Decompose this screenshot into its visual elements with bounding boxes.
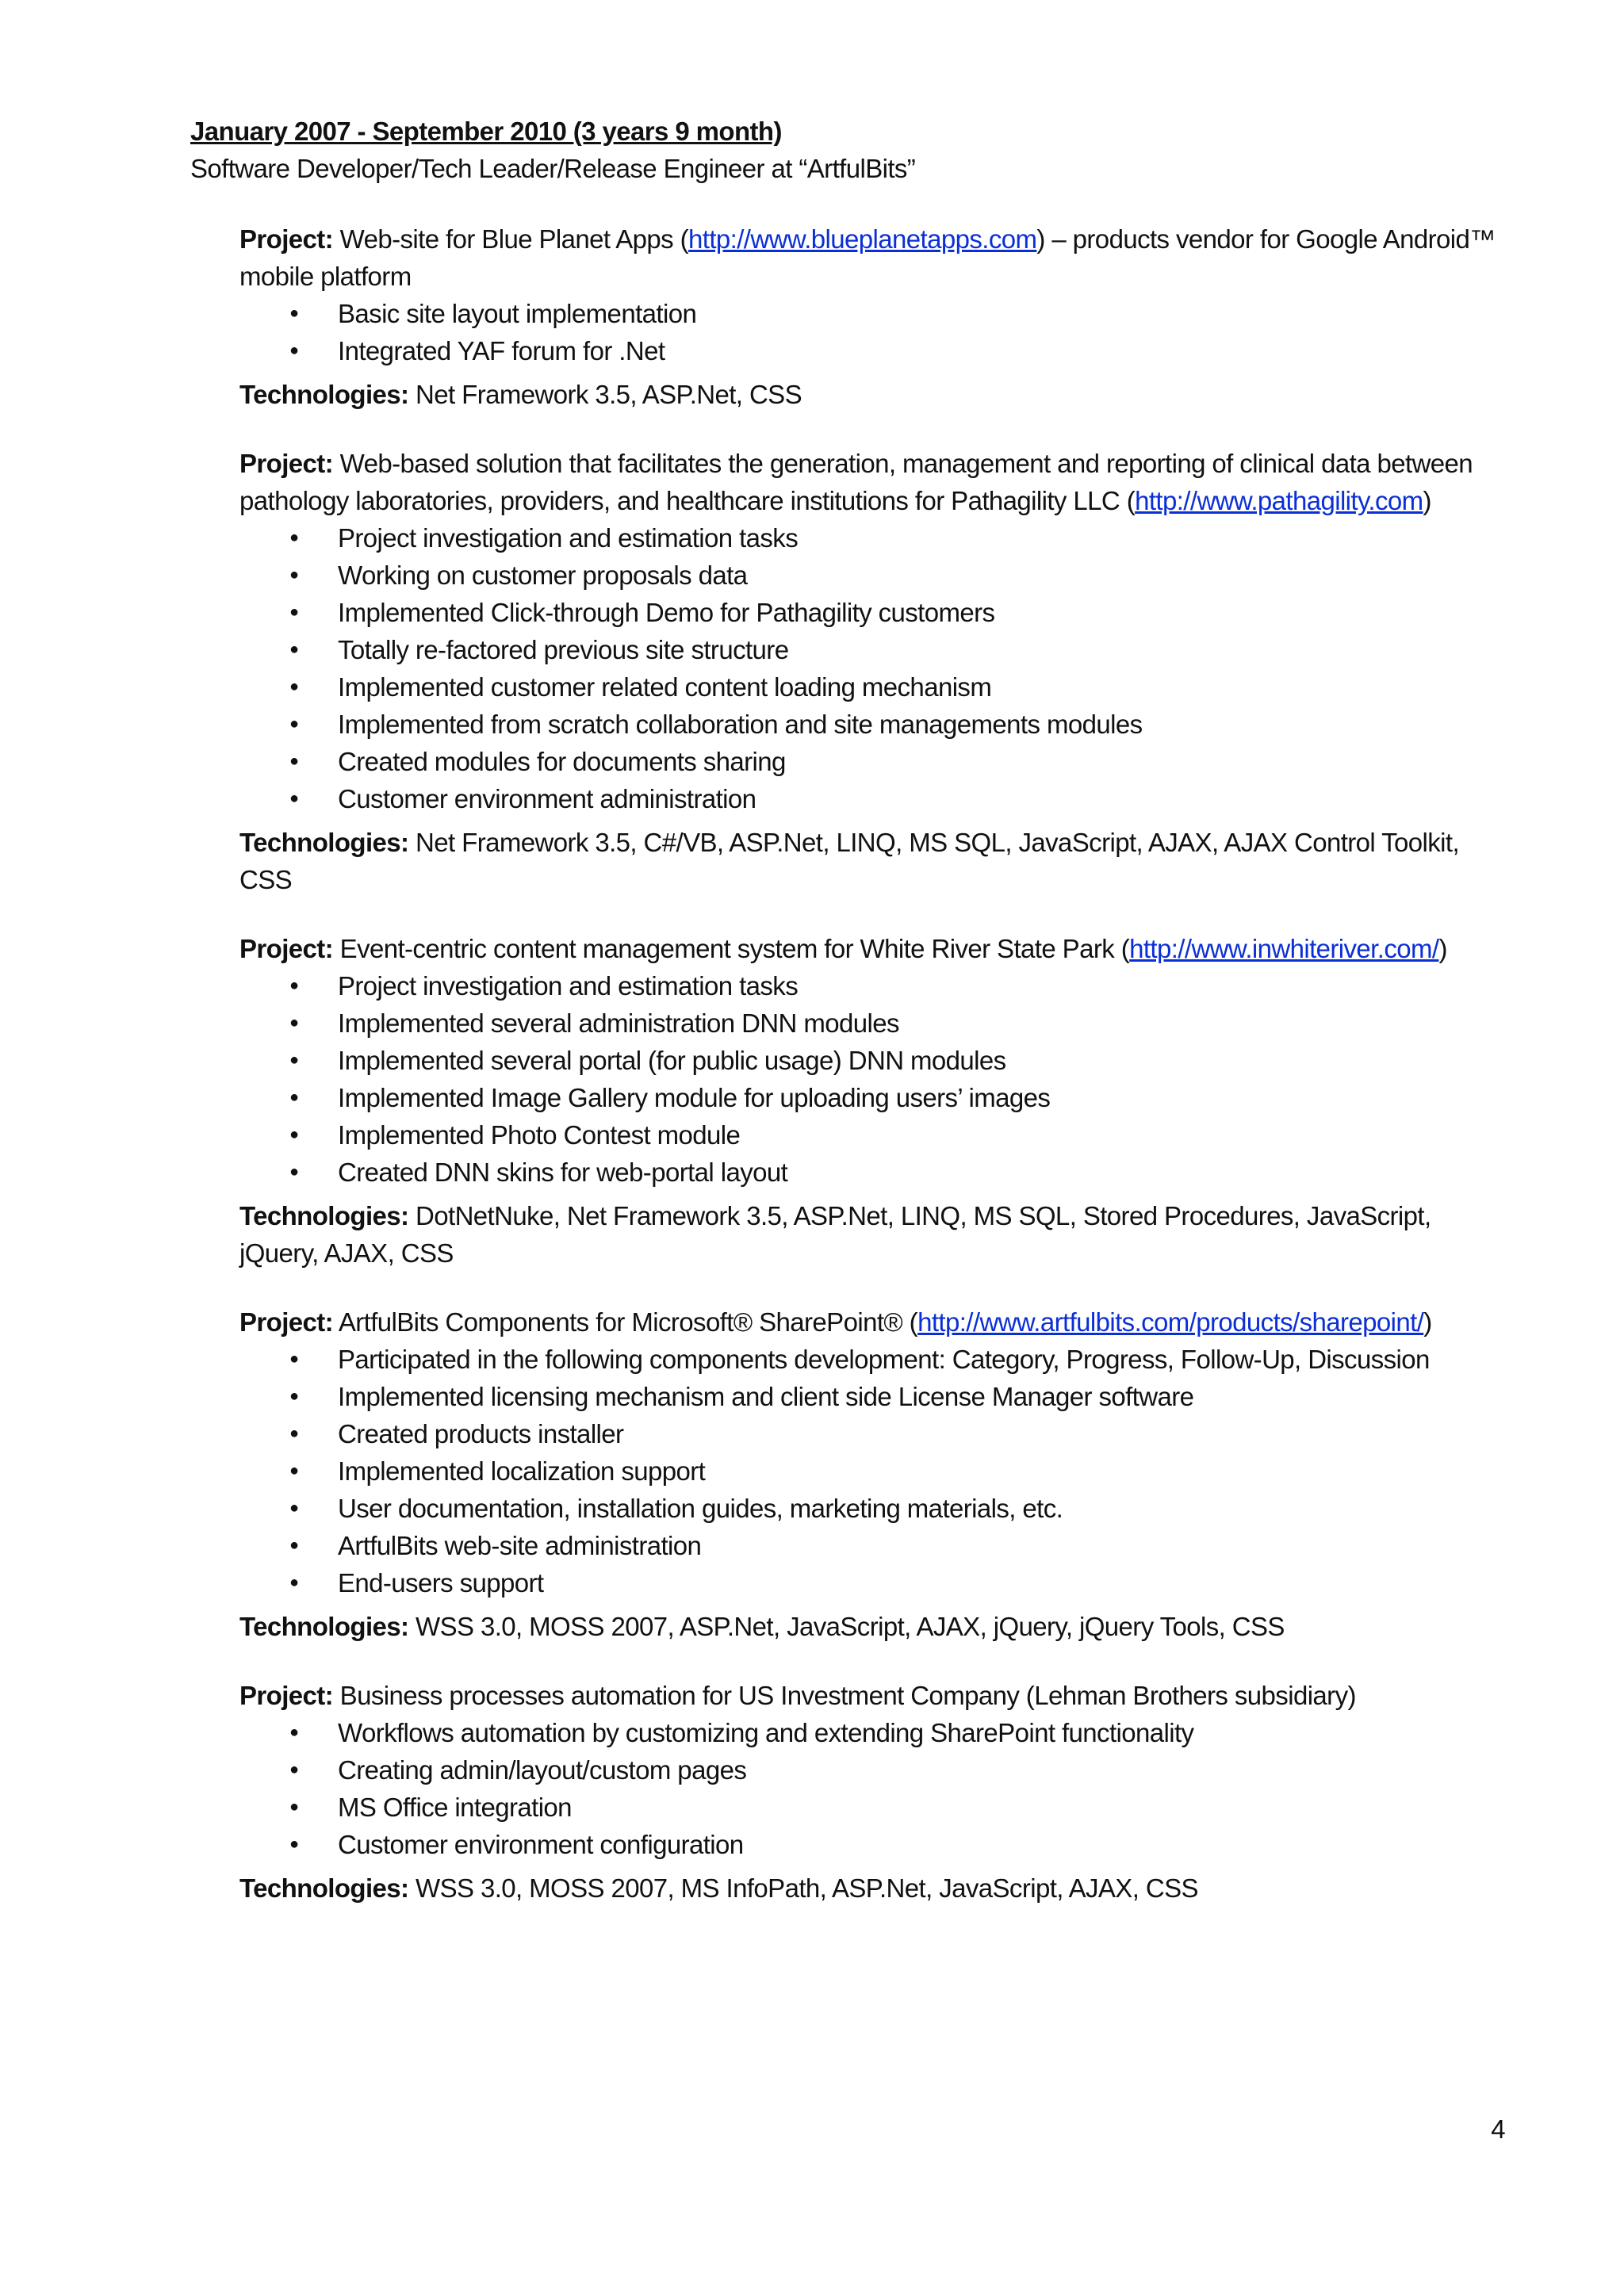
projects-list [190,220,1505,1907]
task-item: ● Project investigation and estimation tasks [338,967,1505,1004]
project-description [239,220,1505,295]
employment-period: January 2007 - September 2010 (3 years 9 month) [190,117,782,146]
project-description-text: ArtfulBits Components for Microsoft® SharePoint® ( [338,1307,918,1337]
task-item: ● Customer environment administration [338,780,1505,817]
project-description-tail: ) [1423,1307,1432,1337]
job-role: Software Developer/Tech Leader/Release Engineer at “ArtfulBits” [190,154,916,183]
task-item: ● Created DNN skins for web-portal layout [338,1154,1505,1191]
project-description-text: Web-based solution that facilitates the generation, management and reporting of clinical data between pathology laboratories, providers, and healthcare institutions for Pathagility LLC ( [239,449,1473,515]
page-number: 4 [1491,2114,1505,2144]
project-link[interactable]: http://www.inwhiteriver.com/ [1129,934,1439,963]
project-label: Project: [239,1681,334,1710]
project-block [239,930,1505,1272]
technologies-value: Net Framework 3.5, ASP.Net, CSS [416,380,802,409]
task-item: ● Implemented Photo Contest module [338,1116,1505,1154]
technologies-line [239,1869,1505,1907]
task-item: ● Creating admin/layout/custom pages [338,1751,1505,1789]
project-description-text: Business processes automation for US Investment Company (Lehman Brothers subsidiary) [339,1681,1356,1710]
project-description-tail: ) [1423,486,1431,515]
project-description-tail: ) [1438,934,1447,963]
technologies-line [239,824,1505,898]
project-description-tail: ) – products vendor for Google Android™ mobile platform [239,224,1496,291]
technologies-line [239,1608,1505,1645]
task-item: ● Implemented localization support [338,1452,1505,1490]
project-description-text: Event-centric content management system for White River State Park ( [339,934,1130,963]
task-item: ● Workflows automation by customizing and extending SharePoint functionality [338,1714,1505,1751]
task-item: ● Participated in the following components development: Category, Progress, Follow-Up, Discussion [338,1341,1505,1378]
task-item: ● MS Office integration [338,1789,1505,1826]
technologies-label: Technologies: [239,380,409,409]
project-block [239,1303,1505,1645]
task-item: ● Basic site layout implementation [338,295,1505,332]
project-label: Project: [239,449,334,478]
task-item: ● Customer environment configuration [338,1826,1505,1863]
technologies-label: Technologies: [239,1873,409,1903]
project-label: Project: [239,224,334,254]
project-link[interactable]: http://www.artfulbits.com/products/sharepoint/ [917,1307,1424,1337]
task-item: ● Implemented several administration DNN modules [338,1004,1505,1042]
project-description [239,1677,1505,1714]
task-item: ● Created modules for documents sharing [338,743,1505,780]
task-item: ● Implemented Image Gallery module for uploading users’ images [338,1079,1505,1116]
task-item: ● Implemented licensing mechanism and client side License Manager software [338,1378,1505,1415]
technologies-value: Net Framework 3.5, C#/VB, ASP.Net, LINQ, MS SQL, JavaScript, AJAX, AJAX Control Toolkit, CSS [239,828,1460,894]
technologies-label: Technologies: [239,1612,409,1641]
project-description [239,930,1505,967]
task-item: ● Created products installer [338,1415,1505,1452]
task-item: ● Totally re-factored previous site structure [338,631,1505,668]
task-list [239,967,1505,1191]
technologies-line [239,1197,1505,1272]
project-block [239,220,1505,413]
task-item: ● Working on customer proposals data [338,557,1505,594]
task-item: ● Implemented several portal (for public usage) DNN modules [338,1042,1505,1079]
task-list [239,519,1505,817]
task-item: ● Implemented customer related content loading mechanism [338,668,1505,706]
project-label: Project: [239,1307,334,1337]
technologies-label: Technologies: [239,828,409,857]
task-list [239,1714,1505,1863]
task-item: ● Integrated YAF forum for .Net [338,332,1505,369]
task-list [239,1341,1505,1601]
task-item: ● Project investigation and estimation tasks [338,519,1505,557]
technologies-line [239,376,1505,413]
technologies-value: DotNetNuke, Net Framework 3.5, ASP.Net, LINQ, MS SQL, Stored Procedures, JavaScript, jQuery, AJAX, CSS [239,1201,1431,1268]
task-list [239,295,1505,369]
project-description [239,445,1505,519]
task-item: ● Implemented from scratch collaboration and site managements modules [338,706,1505,743]
technologies-label: Technologies: [239,1201,409,1230]
technologies-value: WSS 3.0, MOSS 2007, MS InfoPath, ASP.Net, JavaScript, AJAX, CSS [416,1873,1198,1903]
task-item: ● User documentation, installation guides, marketing materials, etc. [338,1490,1505,1527]
project-link[interactable]: http://www.pathagility.com [1135,486,1423,515]
task-item: ● End-users support [338,1564,1505,1601]
technologies-value: WSS 3.0, MOSS 2007, ASP.Net, JavaScript, AJAX, jQuery, jQuery Tools, CSS [416,1612,1285,1641]
project-link[interactable]: http://www.blueplanetapps.com [688,224,1037,254]
project-description-text: Web-site for Blue Planet Apps ( [339,224,689,254]
project-block [239,1677,1505,1907]
task-item: ● ArtfulBits web-site administration [338,1527,1505,1564]
project-label: Project: [239,934,334,963]
project-description [239,1303,1505,1341]
task-item: ● Implemented Click-through Demo for Pathagility customers [338,594,1505,631]
project-block [239,445,1505,898]
